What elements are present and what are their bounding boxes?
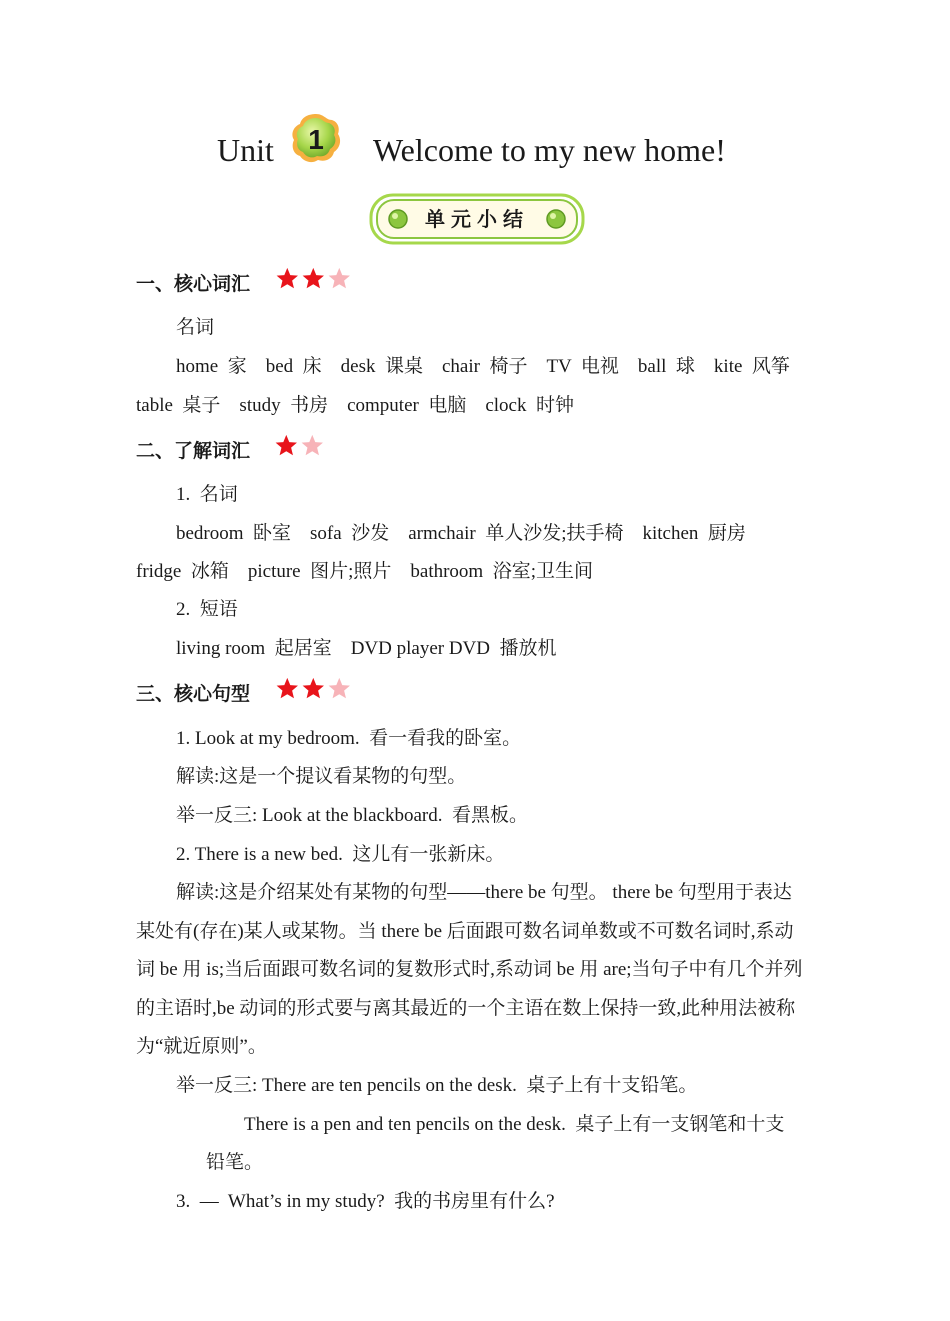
text-line: bedroom 卧室 sofa 沙发 armchair 单人沙发;扶手椅 kitchen 厨房 [176, 523, 746, 544]
text-line: 铅笔。 [206, 1152, 264, 1173]
text-line: 词 be 用 is;当后面跟可数名词的复数形式时,系动词 be 用 are;当句子中有几个并列 [136, 959, 803, 980]
section-heading-core-sentences: 三、核心句型 [136, 683, 251, 705]
text-line: 1. Look at my bedroom. 看一看我的卧室。 [176, 728, 522, 749]
summary-banner [369, 193, 585, 245]
text-line: 名词 [176, 317, 215, 338]
text-line: There is a pen and ten pencils on the desk. 桌子上有一支钢笔和十支 [244, 1114, 785, 1135]
text-line: 1. 名词 [176, 484, 238, 505]
text-line: 举一反三: Look at the blackboard. 看黑板。 [176, 805, 528, 826]
text-line: 的主语时,be 动词的形式要与离其最近的一个主语在数上保持一致,此种用法被称 [136, 998, 796, 1019]
unit-number: 1 [308, 124, 324, 155]
rating-stars-icon [272, 433, 334, 459]
text-line: 某处有(存在)某人或某物。当 there be 后面跟可数名词单数或不可数名词时,系动 [136, 921, 794, 942]
text-line: 解读:这是一个提议看某物的句型。 [176, 766, 467, 787]
text-line: 解读:这是介绍某处有某物的句型——there be 句型。 there be 句型用于表达 [176, 882, 792, 903]
text-line: 2. There is a new bed. 这儿有一张新床。 [176, 844, 505, 865]
text-line: home 家 bed 床 desk 课桌 chair 椅子 TV 电视 ball 球 kite 风筝 [176, 356, 790, 377]
unit-title: Welcome to my new home! [373, 132, 726, 168]
text-line: 3. — What’s in my study? 我的书房里有什么? [176, 1191, 555, 1212]
text-line: living room 起居室 DVD player DVD 播放机 [176, 638, 557, 659]
section-heading-extra-vocab: 二、了解词汇 [136, 440, 251, 462]
text-line: 举一反三: There are ten pencils on the desk. 桌子上有十支铅笔。 [176, 1075, 698, 1096]
banner-title: 单元小结 [425, 207, 529, 231]
text-line: 为“就近原则”。 [136, 1036, 267, 1057]
section-heading-core-vocab: 一、核心词汇 [136, 273, 251, 295]
text-line: table 桌子 study 书房 computer 电脑 clock 时钟 [136, 395, 574, 416]
unit-label: Unit [217, 132, 274, 168]
text-line: fridge 冰箱 picture 图片;照片 bathroom 浴室;卫生间 [136, 561, 593, 582]
rating-stars-icon [272, 676, 362, 702]
text-line: 2. 短语 [176, 599, 238, 620]
unit-number-badge [290, 112, 342, 164]
rating-stars-icon [272, 266, 362, 292]
